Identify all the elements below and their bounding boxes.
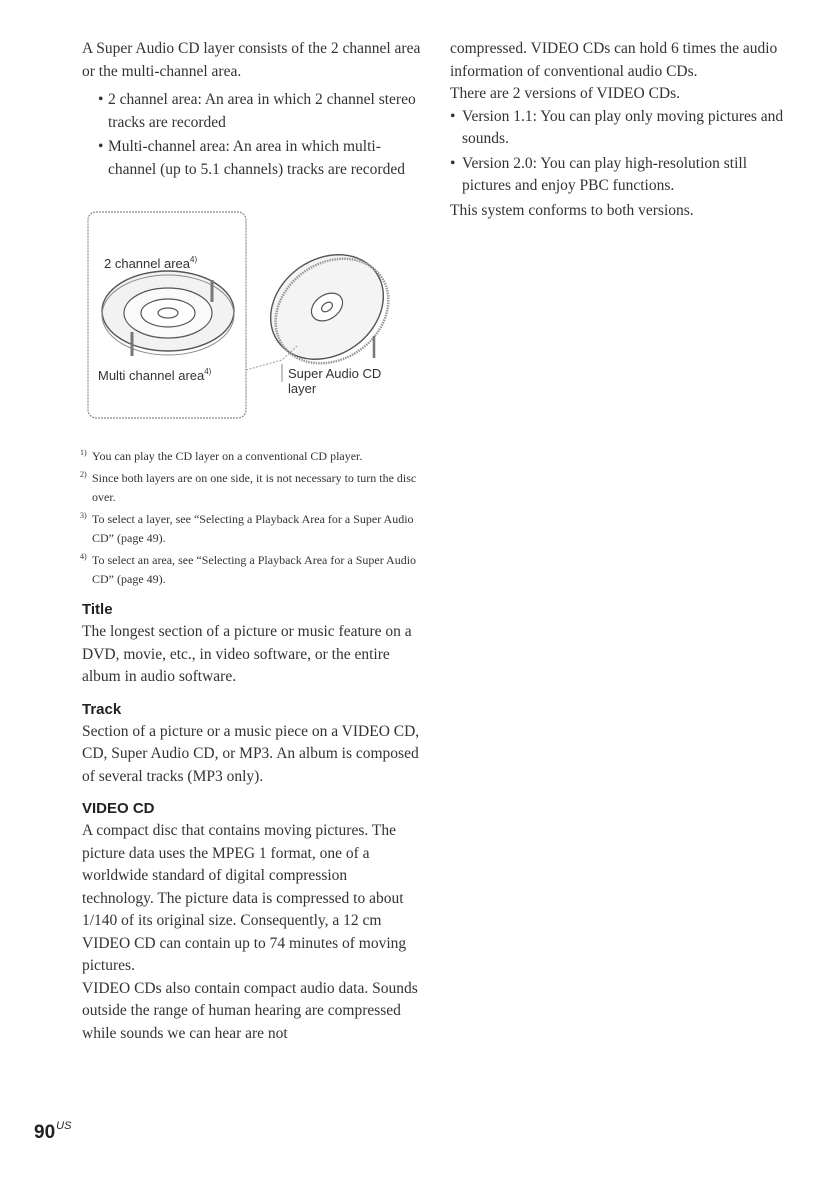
right-paragraph-1: compressed. VIDEO CDs can hold 6 times the audio information of conventional audio CDs. <box>450 40 778 80</box>
label-2-channel-area: 2 channel area$^{4)}$ <box>104 255 198 271</box>
footnote-1: 1) You can play the CD layer on a conventional CD player. <box>80 448 363 463</box>
heading-video-cd: VIDEO CD <box>82 800 155 817</box>
intro-paragraph: A Super Audio CD layer consists of the 2 channel area or the multi-channel area. <box>82 40 421 80</box>
area-list <box>82 89 422 181</box>
label-sacd: Super Audio CD <box>288 366 382 381</box>
video-cd-definition: A compact disc that contains moving pictures. The picture data uses the MPEG 1 format, one of a worldwide standard of digital compression technology. The picture data is compressed to about 1/140 of its original size. Consequently, a 12 cm VIDEO CD can contain up to 74 minutes of moving pictures. <box>82 822 407 974</box>
heading-track: Track <box>82 700 122 718</box>
page-number: $90^{US}$ <box>34 1120 72 1143</box>
footnote-3: 3) To select a layer, see “Selecting a Playback Area for a Super Audio CD” (page 49). <box>80 511 414 545</box>
bullet-multi-channel: • Multi-channel area: An area in which multi-channel (up to 5.1 channels) tracks are recorded <box>82 136 422 181</box>
heading-title: Title <box>82 601 113 618</box>
page-suffix: US <box>56 1120 72 1132</box>
version-list <box>450 106 790 198</box>
right-column <box>450 38 790 222</box>
footnotes <box>82 447 422 589</box>
track-definition: Section of a picture or a music piece on a VIDEO CD, CD, Super Audio CD, or MP3. An album is composed of several tracks (MP3 only). <box>82 722 420 785</box>
footnote-4: 4) To select an area, see “Selecting a Playback Area for a Super Audio CD” (page 49). <box>80 552 417 586</box>
bullet-2-channel: • 2 channel area: An area in which 2 channel stereo tracks are recorded <box>82 89 422 134</box>
label-multi-channel-area: Multi channel area$^{4)}$ <box>98 367 212 383</box>
sacd-layer-figure <box>82 210 422 438</box>
right-paragraph-2: There are 2 versions of VIDEO CDs. <box>450 85 681 102</box>
video-cd-audio-paragraph: VIDEO CDs also contain compact audio data. Sounds outside the range of human hearing are compressed while sounds we can hear are not <box>82 979 418 1042</box>
bullet-version-1-1: • Version 1.1: You can play only moving pictures and sounds. <box>450 106 790 151</box>
sacd-diagram <box>82 210 422 438</box>
bullet-version-2-0: • Version 2.0: You can play high-resolution still pictures and enjoy PBC functions. <box>450 153 790 198</box>
left-column <box>82 38 422 1045</box>
footnote-2: 2) Since both layers are on one side, it is not necessary to turn the disc over. <box>80 470 417 504</box>
label-layer: layer <box>288 381 317 396</box>
right-paragraph-3: This system conforms to both versions. <box>450 201 694 219</box>
area-disc-icon <box>102 271 234 355</box>
title-definition: The longest section of a picture or music feature on a DVD, movie, etc., in video software, or the entire album in audio software. <box>82 623 412 685</box>
